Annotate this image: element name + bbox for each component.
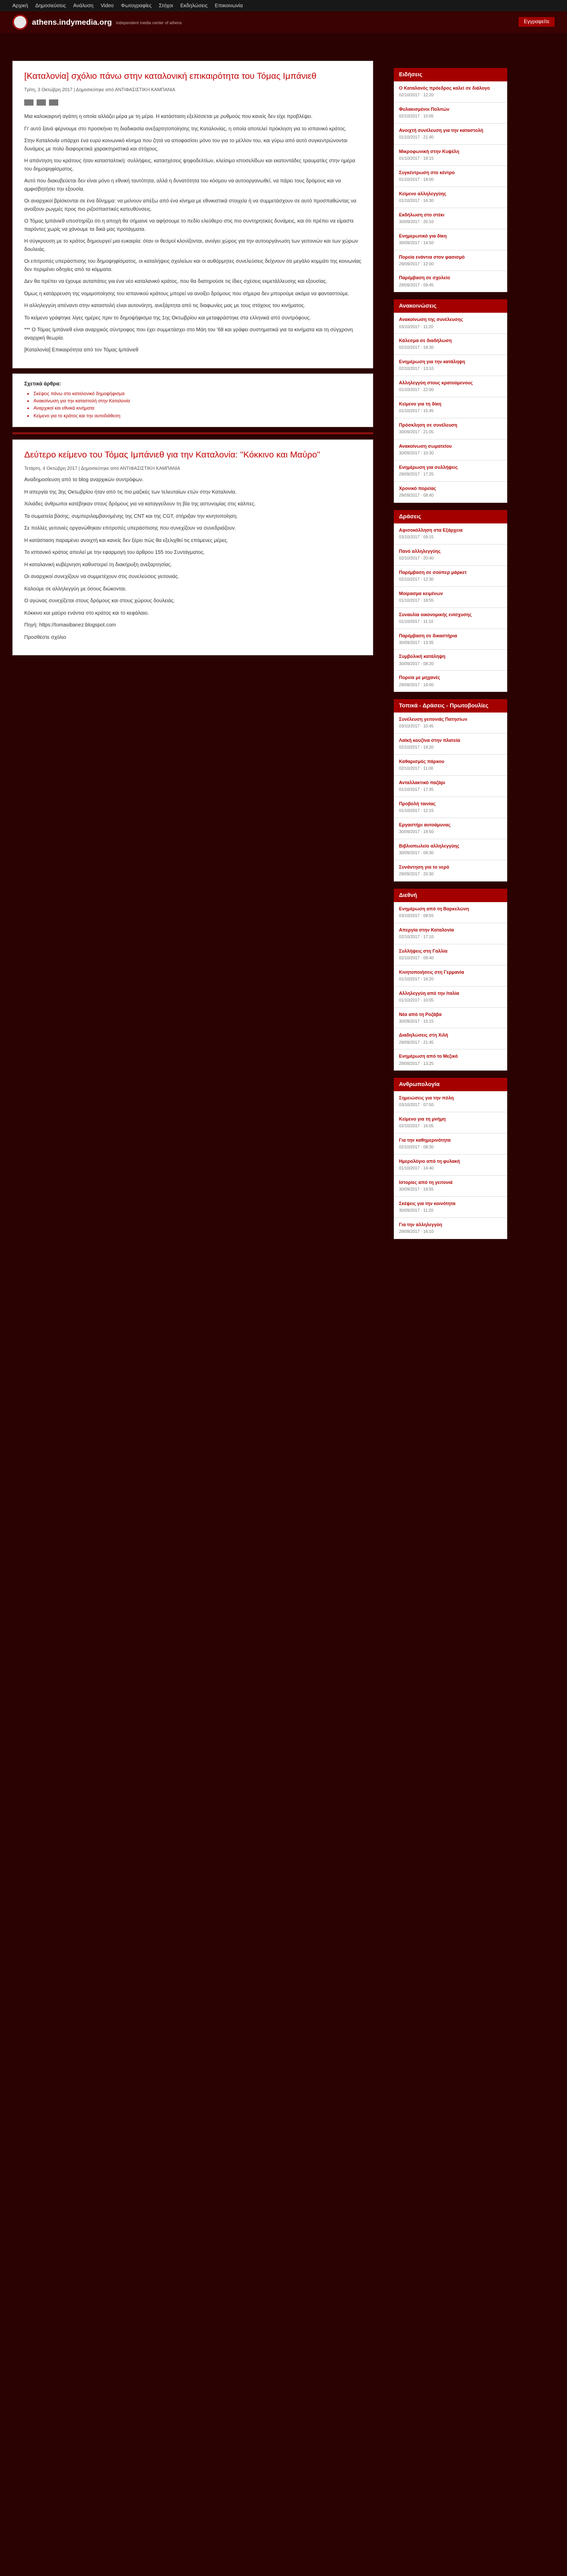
related-articles — [12, 374, 373, 428]
sidebar-item-title[interactable]: Αλληλεγγύη από την Ιταλία — [399, 990, 459, 996]
sidebar-item-date: 30/09/2017 · 20:10 — [399, 219, 434, 224]
sidebar-item-title[interactable]: Εκδήλωση στο στέκι — [399, 212, 445, 217]
article-paragraph: [Καταλονία] Επικαιρότητα από τον Τόμας Ιμπάνιεθ — [24, 347, 139, 353]
sidebar-item[interactable] — [394, 523, 507, 545]
sidebar-item[interactable] — [394, 166, 507, 187]
sidebar-item-title[interactable]: Αλληλεγγύη στους κρατούμενους — [399, 380, 473, 386]
sidebar-item[interactable] — [394, 839, 507, 860]
article-paragraph: Τα σωματεία βάσης, συμπεριλαμβανομένης της CNT και της CGT, στήριξαν την κινητοποίηση. — [24, 513, 238, 519]
sidebar-item-title[interactable]: Κείμενο αλληλεγγύης — [399, 191, 446, 196]
article-paragraph: Ο αγώνας συνεχίζεται στους δρόμους και στους χώρους δουλειάς. — [24, 598, 175, 604]
related-link[interactable]: • Αναρχικοί και εθνικά κινήματα — [34, 404, 361, 412]
sidebar-item-date: 01/10/2017 · 17:35 — [399, 787, 434, 792]
sidebar-item-date: 30/09/2017 · 13:35 — [399, 640, 434, 645]
sidebar-item-date: 01/10/2017 · 16:20 — [399, 976, 434, 981]
related-link[interactable]: • Ανακοίνωση για την καταστολή στην Καταλονία — [34, 397, 361, 404]
sidebar-item-title[interactable]: Μικροφωνική στην Κυψέλη — [399, 148, 459, 154]
sidebar-item-date: 02/10/2017 · 08:30 — [399, 1145, 434, 1150]
sidebar-item-title[interactable]: Παρέμβαση σε δικαστήρια — [399, 633, 457, 638]
sidebar-item[interactable] — [394, 334, 507, 355]
print-icon[interactable] — [24, 99, 34, 106]
sidebar-item[interactable] — [394, 1197, 507, 1218]
main-content — [12, 61, 373, 660]
article-paragraph: Καλούμε σε αλληλεγγύη με όσους διώκονται. — [24, 586, 127, 592]
sidebar-item-date: 01/10/2017 · 18:00 — [399, 177, 434, 182]
article-paragraph: Σε πολλές γειτονιές οργανώθηκαν επιτροπές υπεράσπισης που συνεχίζουν να συνεδριάζουν. — [24, 526, 236, 532]
sidebar-item-date: 01/10/2017 · 22:00 — [399, 387, 434, 393]
sidebar-item-title[interactable]: Πορεία ενάντια στον φασισμό — [399, 254, 465, 260]
sidebar-item[interactable] — [394, 439, 507, 461]
article-second — [12, 439, 373, 655]
sidebar-item-date: 29/09/2017 · 08:40 — [399, 493, 434, 498]
sidebar-section-heading[interactable]: Ειδήσεις — [394, 68, 507, 81]
sidebar-item-title[interactable]: Ενημέρωση από το Μεξικό — [399, 1054, 458, 1059]
sidebar-item-title[interactable]: Κείμενο για τη μνήμη — [399, 1116, 446, 1122]
sidebar-item-title[interactable]: Ενημέρωση για την κατάληψη — [399, 359, 465, 365]
article-paragraph: Η απεργία της 3ης Οκτωβρίου ήταν από τις πιο μαζικές των τελευταίων ετών στην Καταλονία. — [24, 489, 237, 495]
sidebar-item[interactable] — [394, 650, 507, 671]
sidebar-item-date: 01/10/2017 · 19:15 — [399, 156, 434, 161]
sidebar-item[interactable] — [394, 713, 507, 734]
topbar-link[interactable]: Εκδηλώσεις — [180, 3, 208, 9]
sidebar-item-title[interactable]: Φυλακισμένοι Πολιτών — [399, 106, 449, 112]
sidebar-item[interactable] — [394, 1091, 507, 1112]
sidebar-section-heading[interactable]: Ανθρωπολογία — [394, 1078, 507, 1091]
sidebar-item-date: 30/09/2017 · 14:50 — [399, 240, 434, 245]
sidebar-item[interactable] — [394, 797, 507, 818]
sidebar-item-date: 03/10/2017 · 10:45 — [399, 724, 434, 729]
sidebar-item-date: 02/10/2017 · 20:40 — [399, 555, 434, 561]
site-logo[interactable] — [12, 14, 28, 30]
sidebar-item[interactable] — [394, 187, 507, 208]
sidebar-item-title[interactable]: Ιστορίες από τη γειτονιά — [399, 1180, 453, 1185]
sidebar-section-list — [394, 81, 507, 292]
sidebar-item-title[interactable]: Κείμενο για τη δίκη — [399, 401, 442, 407]
sidebar-item-date: 02/10/2017 · 12:30 — [399, 577, 434, 582]
sidebar-item-title[interactable]: Νέα από τη Ροζάβα — [399, 1011, 442, 1017]
sidebar-item-date: 30/09/2017 · 08:20 — [399, 661, 434, 666]
sidebar-section-list — [394, 713, 507, 882]
sidebar-item[interactable] — [394, 145, 507, 166]
sidebar-item-title[interactable]: Πρόσκληση σε συνέλευση — [399, 422, 457, 428]
sidebar-item-title[interactable]: Συμβολική κατάληψη — [399, 654, 445, 659]
sidebar-item-title[interactable]: Συγκέντρωση στο κέντρο — [399, 170, 455, 175]
sidebar-item-title[interactable]: Ανοιχτή συνέλευση για την καταστολή — [399, 127, 483, 133]
sidebar-item-title[interactable]: Μοίρασμα κειμένων — [399, 590, 443, 596]
sidebar-item-date: 02/10/2017 · 18:30 — [399, 345, 434, 350]
related-list — [24, 390, 361, 420]
article-paragraph: Δεν θα πρέπει να έχουμε αυταπάτες για ένα νέο καταλανικό κράτος, που θα διατηρούσε τις ίδιες σχέσεις εκμετάλλευσης και εξουσίας. — [24, 279, 327, 285]
sidebar-item[interactable] — [394, 566, 507, 587]
sidebar-item-title[interactable]: Καθαρισμός πάρκου — [399, 759, 444, 765]
sidebar-item-date: 29/09/2017 · 13:25 — [399, 1061, 434, 1066]
sidebar-item[interactable] — [394, 355, 507, 376]
sidebar-item-title[interactable]: Ενημέρωση για συλλήψεις — [399, 464, 458, 470]
sidebar-item[interactable] — [394, 944, 507, 965]
sidebar-item-title[interactable]: Προβολή ταινίας — [399, 801, 436, 807]
article-paragraph: Η κατάσταση παραμένει ανοιχτή και κανείς δεν ξέρει πώς θα εξελιχθεί τις επόμενες μέρες. — [24, 537, 228, 544]
sidebar-item-title[interactable]: Αφισοκόλληση στα Εξάρχεια — [399, 527, 463, 533]
article-paragraph: Αναδημοσίευση από το blog αναρχικών συντρόφων. — [24, 477, 144, 483]
article-paragraph: Χιλιάδες άνθρωποι κατέβηκαν στους δρόμους για να καταγγείλουν τη βία της αστυνομίας στις κάλπες. — [24, 501, 256, 507]
topbar-link[interactable]: Επικοινωνία — [214, 3, 243, 9]
sidebar-item[interactable] — [394, 313, 507, 334]
sidebar-item-date: 01/10/2017 · 21:40 — [399, 135, 434, 140]
sidebar-item-date: 29/09/2017 · 20:30 — [399, 872, 434, 877]
sidebar-item-title[interactable]: Για την αλληλεγγύη — [399, 1222, 442, 1227]
sidebar-section-heading[interactable]: Διεθνή — [394, 889, 507, 902]
sidebar-item-date: 30/09/2017 · 18:50 — [399, 829, 434, 835]
sidebar-item[interactable] — [394, 1028, 507, 1049]
article-paragraph: Προσθέστε σχόλιο — [24, 634, 66, 640]
article-paragraph: Όμως η κατάρρευση της νομιμοποίησης του ισπανικού κράτους μπορεί να ανοίξει δρόμους που σήμερα δεν μπορούμε ακόμα να φανταστούμε. — [24, 291, 349, 297]
sidebar-item[interactable] — [394, 208, 507, 229]
email-icon[interactable] — [37, 99, 46, 106]
sidebar-item-date: 30/09/2017 · 21:05 — [399, 430, 434, 435]
sidebar-item-date: 29/09/2017 · 17:25 — [399, 472, 434, 477]
topbar-link[interactable]: Δημοσιεύσεις — [35, 3, 66, 9]
article-paragraph: Μια καλοκαιρινή αγάπη η οποία αλλάζει μέρα με τη μέρα. Η κατάσταση εξελίσσεται με ρυθμούς που κανείς δεν είχε προβλέψει. — [24, 114, 313, 120]
sidebar-item-date: 30/09/2017 · 09:30 — [399, 851, 434, 856]
sidebar-item-date: 30/09/2017 · 19:55 — [399, 1187, 434, 1192]
sidebar-section-list — [394, 1091, 507, 1239]
sidebar-item[interactable] — [394, 482, 507, 503]
article-paragraph: Οι επιτροπές υπεράσπισης του δημοψηφίσματος, οι καταλήψεις σχολείων και οι αυθόρμητες συνελεύσεις δείχνουν ότι μεγάλο κομμάτι της κοινωνίας δεν περιμένει οδηγίες από τα κόμματα. — [24, 259, 361, 273]
sidebar-item[interactable] — [394, 397, 507, 418]
topbar-link[interactable]: Ανάλυση — [73, 3, 94, 9]
sidebar-item-title[interactable]: Για την καθημερινότητα — [399, 1138, 451, 1143]
sidebar-item-date: 30/09/2017 · 11:20 — [399, 1208, 433, 1213]
article-paragraph: Στην Καταλονία υπάρχει ένα ευρύ κοινωνικό κίνημα που ζητά να αποφασίσει μόνο του για το μέλλον του, και γύρω από αυτό συγκεντρώνονται δυνάμεις με πολύ διαφορετικά χαρακτηριστικά και στόχους. — [24, 138, 347, 152]
article-separator — [12, 432, 373, 434]
sidebar-item-title[interactable]: Κάλεσμα σε διαδήλωση — [399, 338, 452, 344]
article-meta: Τρίτη, 3 Οκτώβρη 2017 | Δημοσιεύτηκε από ΑΝΤΙΦΑΣΙΣΤΙΚΗ ΚΑΜΠΑΝΙΑ — [24, 87, 176, 93]
sidebar-item-title[interactable]: Ανταλλακτικό παζάρι — [399, 780, 445, 786]
sidebar-item-title[interactable]: Συνέλευση γειτονιάς Πατησίων — [399, 717, 468, 722]
sidebar-item[interactable] — [394, 1155, 507, 1176]
sidebar — [394, 61, 507, 1239]
sidebar-item-title[interactable]: Βιβλιοπωλείο αλληλεγγύης — [399, 843, 460, 849]
article-body — [24, 113, 361, 354]
article-paragraph: Η αλληλεγγύη απέναντι στην καταστολή είναι αυτονόητη, ανεξάρτητα από τις διαφωνίες μας με τους στόχους του κινήματος. — [24, 303, 306, 309]
sidebar-item[interactable] — [394, 902, 507, 923]
sidebar-item-title[interactable]: Κινητοποιήσεις στη Γερμανία — [399, 969, 464, 975]
sidebar-item-date: 03/10/2017 · 08:55 — [399, 913, 434, 918]
sidebar-item-date: 03/10/2017 · 09:15 — [399, 534, 434, 539]
sidebar-item[interactable] — [394, 1008, 507, 1029]
login-button[interactable]: Εγγραφείτε — [519, 17, 555, 27]
article-second-body — [24, 476, 361, 641]
sidebar-item-title[interactable]: Συνάντηση για το νερό — [399, 864, 449, 870]
sidebar-item[interactable] — [394, 987, 507, 1008]
sidebar-item-date: 29/09/2017 · 09:45 — [399, 282, 434, 287]
sidebar-item[interactable] — [394, 376, 507, 397]
sidebar-item-title[interactable]: Εργαστήρι αυτοάμυνας — [399, 822, 451, 827]
topbar-link[interactable]: Video — [101, 3, 114, 9]
sidebar-item[interactable] — [394, 776, 507, 797]
sidebar-item[interactable] — [394, 250, 507, 272]
sidebar-item[interactable] — [394, 587, 507, 608]
sidebar-item[interactable] — [394, 545, 507, 566]
topbar-link[interactable]: Αρχική — [12, 3, 28, 9]
sidebar-item-date: 01/10/2017 · 16:30 — [399, 198, 434, 203]
share-icon[interactable] — [49, 99, 58, 106]
sidebar-item-date: 02/10/2017 · 17:10 — [399, 934, 434, 939]
article-paragraph: Η απάντηση του κράτους ήταν κατασταλτική: συλλήψεις, κατασχέσεις ψηφοδελτίων, κλείσιμο ιστοσελίδων και εκατοντάδες τραυματίες στην ημέρα του δημοψηφίσματος. — [24, 158, 356, 172]
article — [12, 61, 373, 368]
sidebar-section-heading[interactable]: Τοπικά - Δράσεις - Πρωτοβουλίες — [394, 699, 507, 713]
article-paragraph: Οι αναρχικοί συνεχίζουν να συμμετέχουν στις συνελεύσεις γειτονιάς. — [24, 574, 179, 580]
sidebar-item-date: 29/09/2017 · 21:45 — [399, 1040, 434, 1045]
sidebar-item-title[interactable]: Ανακοίνωση της συνέλευσης — [399, 317, 463, 323]
sidebar-item[interactable] — [394, 103, 507, 124]
sidebar-item-date: 30/09/2017 · 10:30 — [399, 451, 434, 456]
sidebar-item-date: 03/10/2017 · 11:20 — [399, 324, 433, 329]
sidebar-item-date: 01/10/2017 · 12:15 — [399, 808, 434, 814]
sidebar-item-date: 01/10/2017 · 18:55 — [399, 598, 434, 603]
article-paragraph: Οι αναρχικοί βρίσκονται σε ένα δίλημμα: να μείνουν απέξω από ένα κίνημα με εθνικιστικά στοιχεία ή να συμμετάσχουν σε αυτό προσπαθώντας να ανοίξουν ρωγμές προς πιο ριζοσπαστικές κατευθύνσεις. — [24, 198, 357, 212]
sidebar-item[interactable] — [394, 965, 507, 987]
sidebar-item[interactable] — [394, 1176, 507, 1197]
sidebar-item-title[interactable]: Συλλήψεις στη Γαλλία — [399, 948, 448, 954]
article-second-meta: Τετάρτη, 4 Οκτώβρη 2017 | Δημοσιεύτηκε από ΑΝΤΙΦΑΣΙΣΤΙΚΗ ΚΑΜΠΑΝΙΑ — [24, 466, 180, 471]
topbar-link[interactable]: Στόχοι — [159, 3, 173, 9]
sidebar-item-date: 02/10/2017 · 19:20 — [399, 745, 434, 750]
sidebar-item[interactable] — [394, 461, 507, 482]
sidebar-item[interactable] — [394, 755, 507, 776]
article-paragraph: Πηγή: https://tomasibanez.blogspot.com — [24, 622, 116, 629]
sidebar-item[interactable] — [394, 608, 507, 629]
sidebar-item-date: 01/10/2017 · 10:05 — [399, 997, 434, 1003]
article-paragraph: Γι' αυτό ξανά φέρνουμε στο προσκήνιο τη διαδικασία ανεξαρτητοποίησης της Καταλονίας, η οποία αποτελεί πρόκληση για το ισπανικό κράτος. — [24, 126, 347, 132]
sidebar-item[interactable] — [394, 229, 507, 250]
article-paragraph: Το ισπανικό κράτος απειλεί με την εφαρμογή του άρθρου 155 του Συντάγματος. — [24, 550, 205, 556]
sidebar-item-date: 02/10/2017 · 09:40 — [399, 955, 434, 960]
topbar-link[interactable]: Φωτογραφίες — [121, 3, 152, 9]
site-header — [0, 11, 567, 33]
sidebar-item-title[interactable]: Ενημέρωση από τη Βαρκελώνη — [399, 906, 469, 911]
sidebar-item-date: 29/09/2017 · 12:00 — [399, 261, 434, 266]
site-title[interactable]: athens.indymedia.org — [32, 18, 112, 27]
sidebar-item-date: 02/10/2017 · 10:05 — [399, 114, 434, 119]
sidebar-item-title[interactable]: Συναυλία οικονομικής ενίσχυσης — [399, 612, 472, 617]
sidebar-item[interactable] — [394, 1133, 507, 1155]
sidebar-item[interactable] — [394, 671, 507, 692]
sidebar-section-list — [394, 523, 507, 692]
sidebar-section-list — [394, 313, 507, 502]
article-paragraph: Η καταλανική κυβέρνηση καθυστερεί τη διακήρυξη ανεξαρτησίας. — [24, 562, 172, 568]
sidebar-item[interactable] — [394, 860, 507, 882]
sidebar-item-date: 02/10/2017 · 16:05 — [399, 1124, 434, 1129]
sidebar-item-title[interactable]: Παρέμβαση σε σχολείο — [399, 275, 451, 281]
sidebar-item-title[interactable]: Ημερολόγιο από τη φυλακή — [399, 1159, 460, 1164]
sidebar-item-title[interactable]: Παρέμβαση σε σούπερ μάρκετ — [399, 569, 467, 575]
article-paragraph: Το κείμενο γράφτηκε λίγες ημέρες πριν το δημοψήφισμα της 1ης Οκτωβρίου και μεταφράστηκε στα ελληνικά από συντρόφους. — [24, 315, 311, 321]
article-second-title[interactable]: Δεύτερο κείμενο του Τόμας Ιμπάνιεθ για την Καταλονία: "Κόκκινο και Μαύρο" — [24, 450, 321, 460]
sidebar-item-date: 02/10/2017 · 13:10 — [399, 366, 434, 371]
sidebar-item-title[interactable]: Λαϊκή κουζίνα στην πλατεία — [399, 738, 460, 743]
sidebar-item-title[interactable]: Ενημερωτικό για δίκη — [399, 233, 447, 239]
sidebar-item-date: 01/10/2017 · 11:10 — [399, 619, 433, 624]
article-paragraph: Ο Τόμας Ιμπάνιεθ υποστηρίζει ότι η αποχή θα σήμαινε να αφήσουμε το πεδίο ελεύθερο στις πιο συντηρητικές δυνάμεις, και ότι πρέπει να είμαστε παρόντες χωρίς να χάνουμε τα δικά μας προτάγματα. — [24, 218, 354, 232]
sidebar-section-heading[interactable]: Δράσεις — [394, 510, 507, 523]
sidebar-section-list — [394, 902, 507, 1071]
site-subtitle: independent media center of athens — [116, 20, 182, 25]
related-link[interactable]: • Κείμενο για το κράτος και την αυτοδιάθεση — [34, 412, 361, 419]
sidebar-item[interactable] — [394, 1049, 507, 1071]
sidebar-item[interactable] — [394, 418, 507, 439]
sidebar-item-title[interactable]: Ο Καταλανός πρόεδρος καλεί σε διάλογο — [399, 86, 490, 91]
sidebar-item-date: 02/10/2017 · 11:00 — [399, 766, 433, 771]
sidebar-item[interactable] — [394, 818, 507, 839]
sidebar-item-date: 29/09/2017 · 16:10 — [399, 1229, 434, 1234]
article-paragraph: *** Ο Τόμας Ιμπάνιεθ είναι αναρχικός σύντροφος που έχει συμμετάσχει στο Μάη του '68 και γράφει συστηματικά για τα κινήματα και τη σύγχρονη αναρχική θεωρία. — [24, 327, 353, 341]
article-title[interactable]: [Καταλονία] σχόλιο πάνω στην καταλονική επικαιρότητα του Τόμας Ιμπάνιεθ — [24, 71, 316, 81]
sidebar-item[interactable] — [394, 1112, 507, 1133]
sidebar-item-title[interactable]: Απεργία στην Καταλονία — [399, 927, 454, 933]
sidebar-item-title[interactable]: Πορεία με μηχανές — [399, 675, 440, 681]
sidebar-item[interactable] — [394, 629, 507, 650]
sidebar-item[interactable] — [394, 271, 507, 292]
article-toolbar — [24, 99, 361, 106]
sidebar-item[interactable] — [394, 124, 507, 145]
sidebar-item[interactable] — [394, 734, 507, 755]
sidebar-item-date: 01/10/2017 · 14:40 — [399, 1166, 434, 1171]
sidebar-item-title[interactable]: Χρονικό πορείας — [399, 485, 436, 491]
related-heading: Σχετικά άρθρα: — [24, 381, 61, 387]
sidebar-item[interactable] — [394, 923, 507, 944]
sidebar-item-date: 02/10/2017 · 12:20 — [399, 93, 434, 98]
related-link[interactable]: • Σκέψεις πάνω στο καταλονικό δημοψήφισμα — [34, 390, 361, 397]
article-paragraph: Αυτό που διακυβεύεται δεν είναι μόνο η εθνική ταυτότητα, αλλά η δυνατότητα του κόσμου να αυτοοργανωθεί, να πάρει τους δρόμους και να αμφισβητήσει την εξουσία. — [24, 178, 341, 192]
sidebar-item-date: 29/09/2017 · 19:00 — [399, 682, 434, 687]
sidebar-section-heading[interactable]: Ανακοινώσεις — [394, 299, 507, 313]
sidebar-item-date: 03/10/2017 · 07:50 — [399, 1103, 434, 1108]
sidebar-item-date: 01/10/2017 · 15:45 — [399, 409, 434, 414]
sidebar-item[interactable] — [394, 1218, 507, 1239]
article-paragraph: Κόκκινο και μαύρο ενάντια στο κράτος και το κεφάλαιο. — [24, 610, 149, 616]
article-paragraph: Η σύγκρουση με το κράτος δημιουργεί μια ευκαιρία: όταν οι θεσμοί κλονίζονται, ανοίγει χώρος για την αυτοοργάνωση των γειτονιών και των χώρων δουλειάς. — [24, 239, 358, 252]
sidebar-item-date: 30/09/2017 · 15:15 — [399, 1019, 434, 1024]
sidebar-item-title[interactable]: Σημειώσεις για την πόλη — [399, 1095, 454, 1101]
sidebar-item[interactable] — [394, 81, 507, 103]
sidebar-item-title[interactable]: Διαδηλώσεις στη Χιλή — [399, 1032, 448, 1038]
sidebar-item-title[interactable]: Σκέψεις για την κοινότητα — [399, 1201, 456, 1206]
top-navigation-bar — [0, 0, 567, 11]
sidebar-item-title[interactable]: Πανό αλληλεγγύης — [399, 548, 441, 554]
sidebar-item-title[interactable]: Ανακοίνωση σωματείου — [399, 444, 452, 449]
